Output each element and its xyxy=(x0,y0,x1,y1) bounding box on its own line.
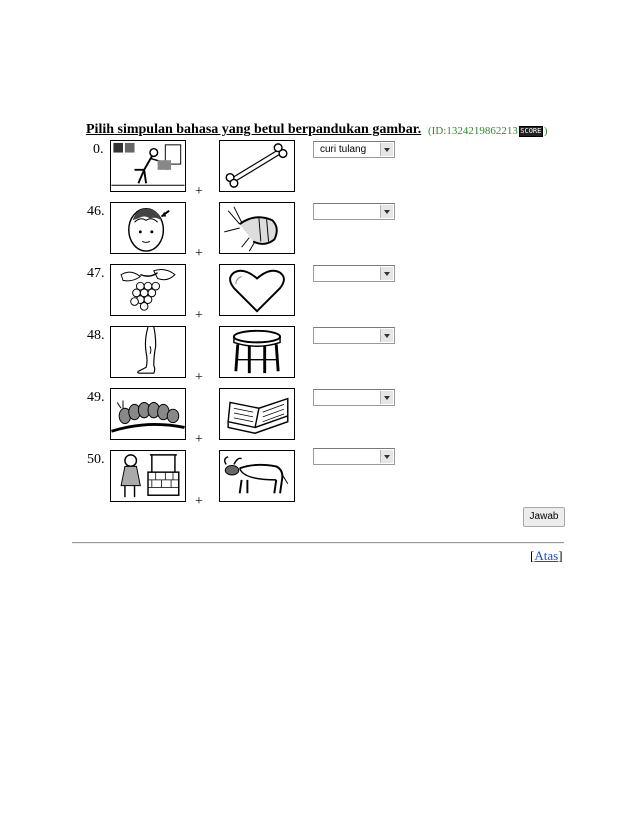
question-title: Pilih simpulan bahasa yang betul berpandukan gambar. xyxy=(86,122,422,137)
chevron-down-icon[interactable] xyxy=(380,143,393,156)
row-number: 50. xyxy=(87,452,105,467)
row-number: 48. xyxy=(87,328,105,343)
row-number: 47. xyxy=(87,266,105,281)
plus-sign: + xyxy=(195,308,203,323)
question-row xyxy=(0,264,638,326)
question-id xyxy=(428,125,548,137)
question-row xyxy=(0,388,638,450)
question-row xyxy=(0,326,638,388)
answer-select-value: curi tulang xyxy=(320,144,367,155)
bracket-close: ] xyxy=(558,548,563,563)
chevron-down-icon[interactable] xyxy=(380,450,393,463)
question-row xyxy=(0,140,638,202)
heart-image xyxy=(219,264,295,316)
submit-button[interactable]: Jawab xyxy=(523,507,565,527)
top-link-wrapper xyxy=(530,548,563,564)
plus-sign: + xyxy=(195,432,203,447)
answer-select[interactable] xyxy=(313,141,395,158)
score-badge-icon: SCORE xyxy=(520,126,542,135)
bracket-open: [ xyxy=(530,548,535,563)
row-number: 49. xyxy=(87,390,105,405)
answer-select[interactable] xyxy=(313,203,395,220)
head-brain-image xyxy=(110,202,186,254)
row-number: 46. xyxy=(87,204,105,219)
buffalo-image xyxy=(219,450,295,502)
plus-sign: + xyxy=(195,246,203,261)
row-number: 0. xyxy=(93,142,104,157)
chevron-down-icon[interactable] xyxy=(380,267,393,280)
shrimp-image xyxy=(219,202,295,254)
book-image xyxy=(219,388,295,440)
leg-image xyxy=(110,326,186,378)
chevron-down-icon[interactable] xyxy=(380,329,393,342)
answer-select[interactable] xyxy=(313,448,395,465)
grapes-image xyxy=(110,264,186,316)
stool-image xyxy=(219,326,295,378)
back-to-top-link[interactable]: Atas xyxy=(534,548,559,563)
woman-at-well-image xyxy=(110,450,186,502)
caterpillar-image xyxy=(110,388,186,440)
question-row xyxy=(0,450,638,512)
plus-sign: + xyxy=(195,370,203,385)
plus-sign: + xyxy=(195,184,203,199)
question-row xyxy=(0,202,638,264)
chevron-down-icon[interactable] xyxy=(380,391,393,404)
answer-select[interactable] xyxy=(313,327,395,344)
chevron-down-icon[interactable] xyxy=(380,205,393,218)
answer-select[interactable] xyxy=(313,265,395,282)
divider xyxy=(72,542,564,544)
question-id-close: ) xyxy=(543,125,548,137)
plus-sign: + xyxy=(195,494,203,509)
answer-select[interactable] xyxy=(313,389,395,406)
man-carrying-sack-image xyxy=(110,140,186,192)
question-id-text: (ID:1324219862213 xyxy=(428,125,518,137)
bone-image xyxy=(219,140,295,192)
